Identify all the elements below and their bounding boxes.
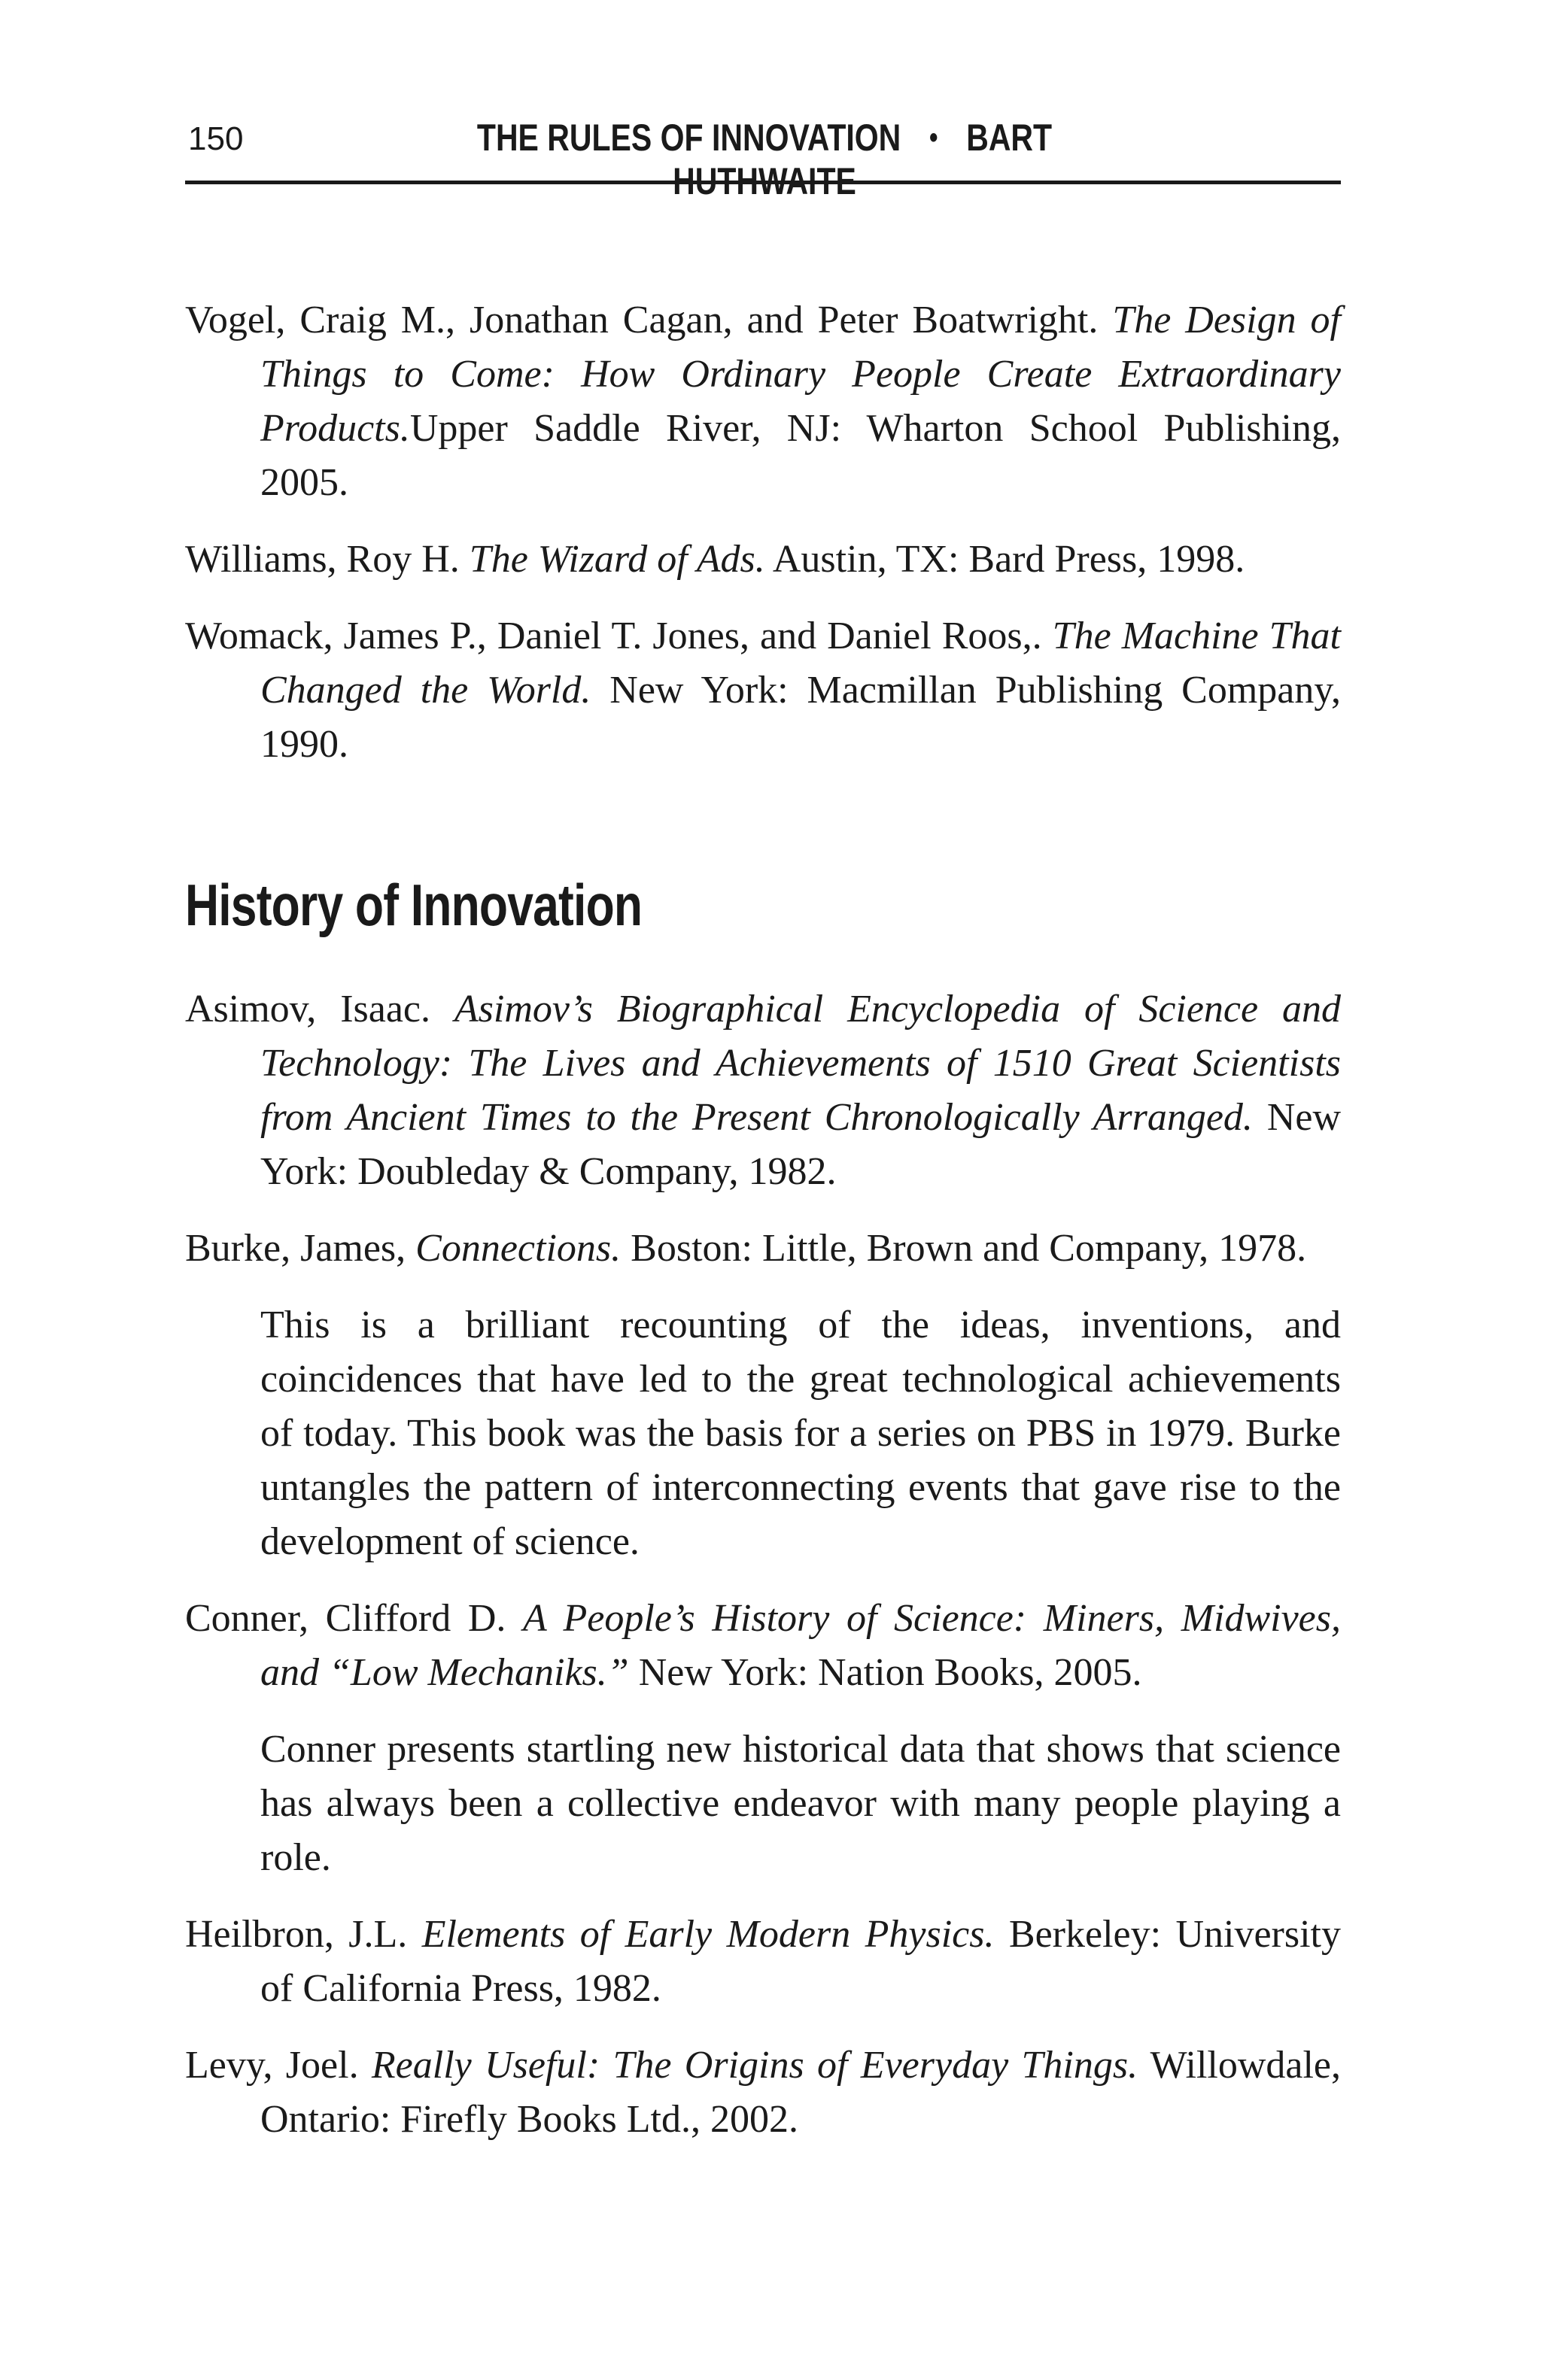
running-title xyxy=(456,116,1073,203)
bibliography-entry-womack xyxy=(185,609,1341,772)
bibliography-entry-vogel xyxy=(185,293,1341,510)
entry-publication: Upper Saddle River, NJ: Wharton School Publishing, 2005. xyxy=(260,407,1341,504)
entry-annotation-conner: Conner presents startling new historical data that shows that science has always been a collective endeavor with many people playing a role. xyxy=(260,1728,1341,1879)
entry-title: Asimov’s Biographical Encyclopedia of Science and Technology: The Lives and Achievements of 1510 Great Scientists from Ancient Times to the Present Chronologically Arranged. xyxy=(260,988,1341,1139)
entry-authors: Vogel, Craig M., Jonathan Cagan, and Peter Boatwright. xyxy=(185,299,1113,342)
bibliography-entry-burke xyxy=(185,1222,1341,1276)
entry-authors: Womack, James P., Daniel T. Jones, and Daniel Roos,. xyxy=(185,615,1053,657)
running-header xyxy=(185,113,1341,202)
header-separator: • xyxy=(929,121,938,154)
entry-title: The Machine That Changed the World. xyxy=(260,615,1341,712)
entry-publication: Berkeley: University of California Press, 1982. xyxy=(260,1913,1342,2010)
entry-authors: Conner, Clifford D. xyxy=(185,1597,524,1640)
entry-publication: New York: Nation Books, 2005. xyxy=(628,1651,1142,1694)
entry-title: A People’s History of Science: Miners, Midwives, and “Low Mechaniks.” xyxy=(260,1597,1341,1694)
entry-publication: New York: Doubleday & Company, 1982. xyxy=(260,1096,1342,1193)
entry-authors: Asimov, Isaac. xyxy=(185,988,454,1031)
entry-publication: New York: Macmillan Publishing Company, 1990. xyxy=(260,669,1341,766)
section-heading: History of Innovation xyxy=(185,872,643,938)
bibliography-entry-conner xyxy=(185,1592,1341,1700)
entry-publication: Austin, TX: Bard Press, 1998. xyxy=(764,538,1245,581)
bibliography-entry-williams xyxy=(185,533,1341,587)
entry-authors: Williams, Roy H. xyxy=(185,538,470,581)
entry-authors: Heilbron, J.L. xyxy=(185,1913,422,1956)
entry-title: The Design of Things to Come: How Ordinary People Create Extraordinary Products. xyxy=(260,299,1341,450)
book-title: THE RULES OF INNOVATION xyxy=(476,117,901,159)
entry-title: Connections. xyxy=(415,1227,622,1270)
author-name: BART HUTHWAITE xyxy=(673,117,1053,202)
entry-title: The Wizard of Ads. xyxy=(469,538,765,581)
entry-authors: Levy, Joel. xyxy=(185,2044,372,2087)
entry-authors: Burke, James, xyxy=(185,1227,416,1270)
entry-title: Really Useful: The Origins of Everyday Things. xyxy=(371,2044,1138,2087)
page-number: 150 xyxy=(188,120,244,157)
entry-annotation-burke: This is a brilliant recounting of the ideas, inventions, and coincidences that have led to the great technological achievements of today. This book was the basis for a series on PBS in 1979. Burke untangles the pattern of interconnecting events that gave rise to the development of science. xyxy=(260,1304,1341,1563)
entry-publication: Boston: Little, Brown and Company, 1978. xyxy=(621,1227,1307,1270)
entry-title: Elements of Early Modern Physics. xyxy=(421,1913,995,1956)
bibliography-entry-levy xyxy=(185,2038,1341,2147)
bibliography-entry-heilbron xyxy=(185,1908,1341,2016)
bibliography-entry-asimov xyxy=(185,982,1341,1199)
bibliography-content xyxy=(185,293,1341,2169)
entry-publication: Willowdale, Ontario: Firefly Books Ltd., 2002. xyxy=(260,2044,1342,2141)
